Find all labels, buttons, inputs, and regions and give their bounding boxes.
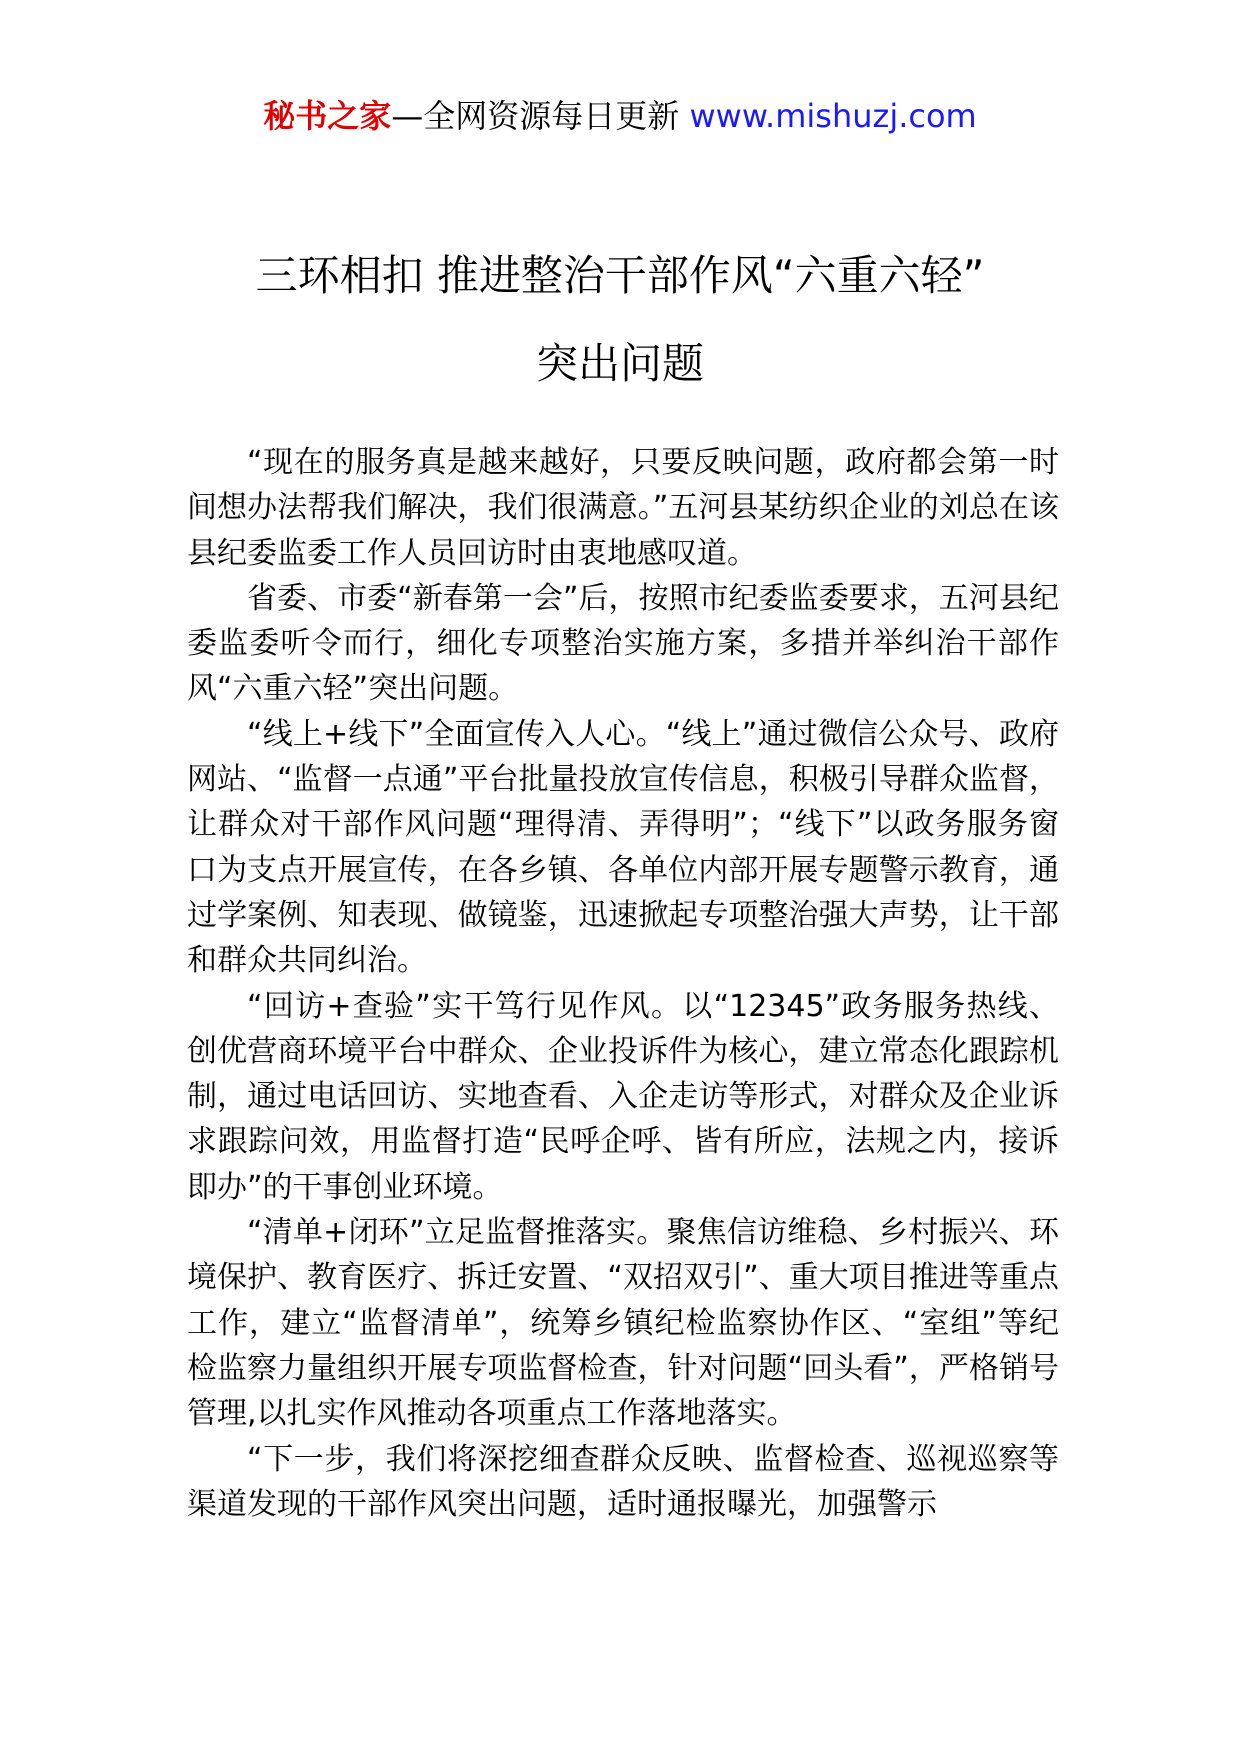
site-url-link[interactable]: www.mishuzj.com bbox=[689, 97, 977, 135]
paragraph-5: “清单+闭环”立足监督推落实。聚焦信访维稳、乡村振兴、环境保护、教育医疗、拆迁安置、“双招双引”、重大项目推进等重点工作，建立“监督清单”，统筹乡镇纪检监察协作区、“室组”等纪检监察力量组织开展专项监督检查，针对问题“回头看”，严格销号管理,以扎实作风推动各项重点工作落地落实。 bbox=[187, 1215, 1059, 1432]
paragraph-4: “回访+查验”实干笃行见作风。以“12345”政务服务热线、创优营商环境平台中群众、企业投诉件为核心，建立常态化跟踪机制，通过电话回访、实地查看、入企走访等形式，对群众及企业诉求跟踪问效，用监督打造“民呼企呼、皆有所应，法规之内，接诉即办”的干事创业环境。 bbox=[187, 988, 1059, 1205]
article-title bbox=[0, 232, 1240, 408]
header-tagline: —全网资源每日更新 bbox=[391, 97, 690, 135]
article-body bbox=[187, 440, 1059, 1527]
paragraph-1: “现在的服务真是越来越好，只要反映问题，政府都会第一时间想办法帮我们解决，我们很满意。”五河县某纺织企业的刘总在该县纪委监委工作人员回访时由衷地感叹道。 bbox=[187, 445, 1059, 571]
paragraph-3: “线上+线下”全面宣传入人心。“线上”通过微信公众号、政府网站、“监督一点通”平台批量投放宣传信息，积极引导群众监督，让群众对干部作风问题“理得清、弄得明”；“线下”以政务服务窗口为支点开展宣传，在各乡镇、各单位内部开展专题警示教育，通过学案例、知表现、做镜鉴，迅速掀起专项整治强大声势，让干部和群众共同纠治。 bbox=[187, 716, 1059, 979]
article-title-line-2: 突出问题 bbox=[535, 339, 704, 388]
brand-name: 秘书之家 bbox=[263, 97, 392, 135]
paragraph-6: “下一步，我们将深挖细查群众反映、监督检查、巡视巡察等渠道发现的干部作风突出问题，适时通报曝光，加强警示 bbox=[187, 1441, 1059, 1522]
paragraph-2: 省委、市委“新春第一会”后，按照市纪委监委要求，五河县纪委监委听令而行，细化专项整治实施方案，多措并举纠治干部作风“六重六轻”突出问题。 bbox=[187, 580, 1059, 707]
article-title-line-1: 三环相扣 推进整治干部作风“六重六轻” bbox=[255, 251, 985, 300]
site-header bbox=[0, 96, 1240, 136]
